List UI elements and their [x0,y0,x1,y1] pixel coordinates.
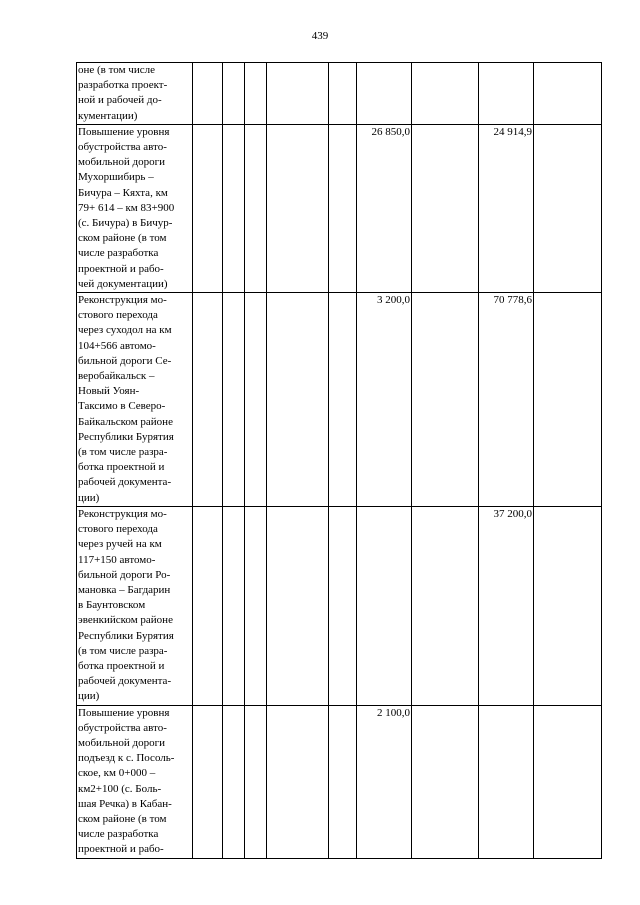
table-cell [329,705,357,858]
table-cell [412,705,479,858]
table-cell [223,63,245,125]
table-cell [223,506,245,705]
table-cell [412,293,479,507]
table-cell [245,293,267,507]
table-cell [534,293,602,507]
table-row [77,705,602,858]
table-cell [245,705,267,858]
row-description: Повышение уровня обустройства авто- мобильной дороги подъезд к с. Посоль- ское, км 0+000 – км2+100 (с. Боль- шая Речка) в Кабан- ском районе (в том числе разработка проектной и рабо- [77,705,193,858]
table-row [77,124,602,292]
row-description: оне (в том числе разработка проект- ной и рабочей до- кументации) [77,63,193,125]
budget-table [76,62,602,859]
table-cell [329,124,357,292]
table-cell: 24 914,9 [479,124,534,292]
table-cell [357,506,412,705]
table-cell [329,506,357,705]
table-cell [267,63,329,125]
table-cell [267,506,329,705]
table-cell [193,705,223,858]
table-cell [245,506,267,705]
table-body [77,63,602,859]
table-cell [412,506,479,705]
table-cell [267,293,329,507]
table-cell [479,705,534,858]
table-cell [534,124,602,292]
table-cell [534,506,602,705]
table-cell [193,293,223,507]
table-cell [479,63,534,125]
table-cell [193,124,223,292]
table-cell [193,63,223,125]
table-cell [223,124,245,292]
table-row [77,63,602,125]
table-cell [223,705,245,858]
row-description: Реконструкция мо- стового перехода через ручей на км 117+150 автомо- бильной дороги Ро- мановка – Багдарин в Баунтовском эвенкийском районе Республики Бурятия (в том числе разра- ботка проектной и рабочей документа- ции) [77,506,193,705]
table-cell [534,705,602,858]
row-description: Повышение уровня обустройства авто- мобильной дороги Мухоршибирь – Бичура – Кяхта, км 79+ 614 – км 83+900 (с. Бичура) в Бичур- ском районе (в том числе разработка проектной и рабо- чей документации) [77,124,193,292]
table-row [77,293,602,507]
page-number: 439 [311,30,329,42]
table-cell: 2 100,0 [357,705,412,858]
table-cell [412,124,479,292]
table-cell [357,63,412,125]
table-cell [223,293,245,507]
table-cell: 3 200,0 [357,293,412,507]
table-cell [267,124,329,292]
table-cell: 26 850,0 [357,124,412,292]
table-row [77,506,602,705]
table-cell: 37 200,0 [479,506,534,705]
row-description: Реконструкция мо- стового перехода через суходол на км 104+566 автомо- бильной дороги Се- веробайкальск – Новый Уоян- Таксимо в Северо- Байкальском районе Республики Бурятия (в том числе разра- ботка проектной и рабочей документа- ции) [77,293,193,507]
table-cell [329,63,357,125]
table-cell [245,124,267,292]
table-cell [534,63,602,125]
table-cell [329,293,357,507]
table-cell: 70 778,6 [479,293,534,507]
table-cell [245,63,267,125]
table-cell [193,506,223,705]
table-cell [412,63,479,125]
table-cell [267,705,329,858]
